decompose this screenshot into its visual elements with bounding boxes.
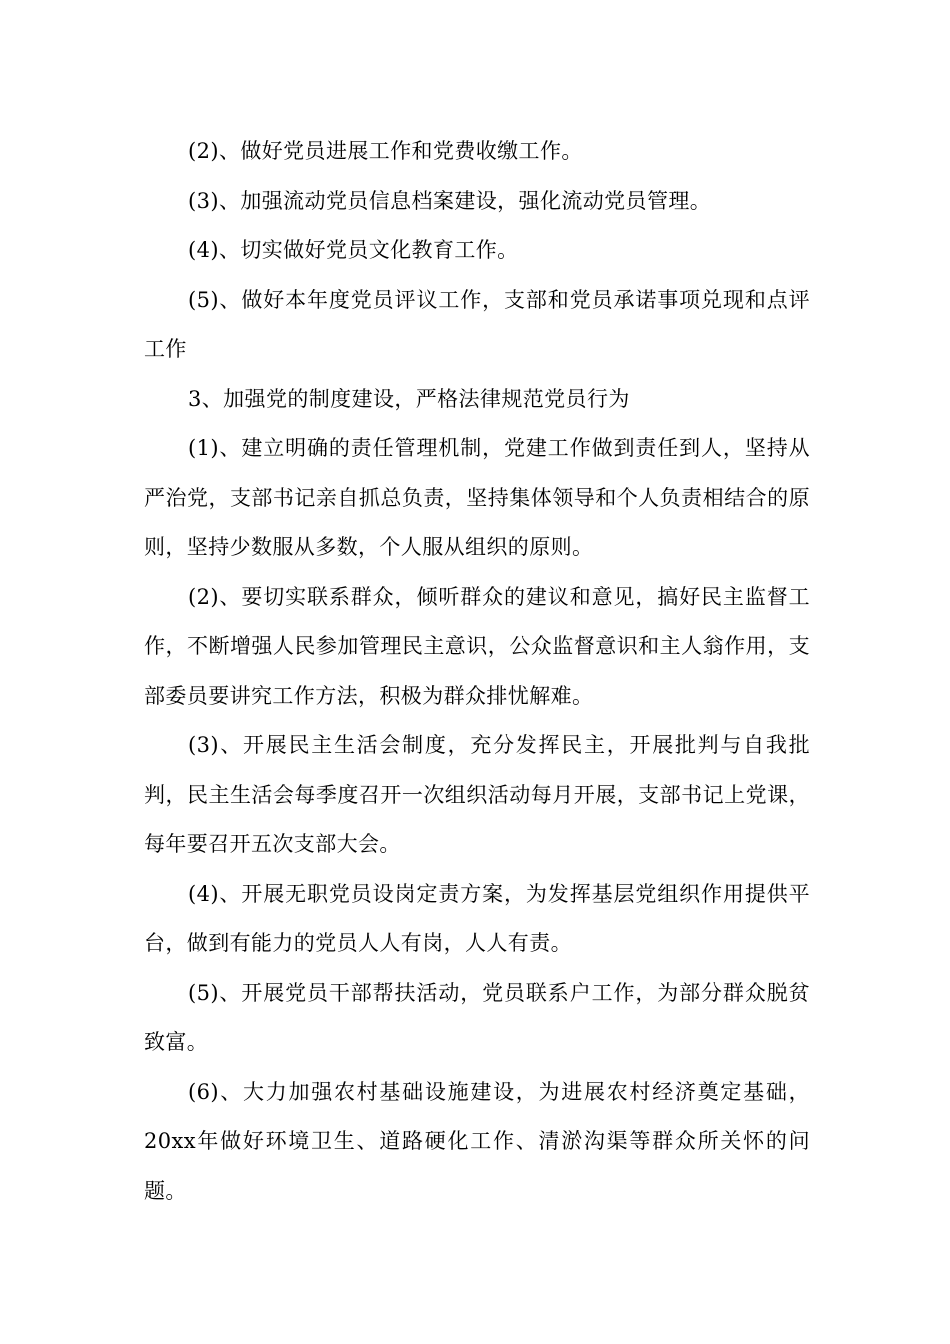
paragraph-democratic-life: (3)、开展民主生活会制度，充分发挥民主，开展批判与自我批判，民主生活会每季度召开一次组织活动每月开展，支部书记上党课，每年要召开五次支部大会。 xyxy=(144,733,810,856)
paragraph-member-education: (4)、切实做好党员文化教育工作。 xyxy=(188,238,519,262)
paragraph-infrastructure: (6)、大力加强农村基础设施建设，为进展农村经济奠定基础，20xx年做好环境卫生、道路硬化工作、清淤沟渠等群众所关怀的问题。 xyxy=(144,1079,810,1203)
paragraph-responsibility-mechanism: (1)、建立明确的责任管理机制，党建工作做到责任到人，坚持从严治党，支部书记亲自抓总负责，坚持集体领导和个人负责相结合的原则，坚持少数服从多数，个人服从组织的原则。 xyxy=(144,436,810,559)
paragraph-contact-masses: (2)、要切实联系群众，倾听群众的建议和意见，搞好民主监督工作，不断增强人民参加管理民主意识，公众监督意识和主人翁作用，支部委员要讲究工作方法，积极为群众排忧解难。 xyxy=(144,584,810,708)
paragraph-assistance-activities: (5)、开展党员干部帮扶活动，党员联系户工作，为部分群众脱贫致富。 xyxy=(144,980,810,1054)
paragraph-member-evaluation: (5)、做好本年度党员评议工作，支部和党员承诺事项兑现和点评工作 xyxy=(144,287,810,361)
document-body xyxy=(144,127,810,1216)
paragraph-mobile-member-archives: (3)、加强流动党员信息档案建设，强化流动党员管理。 xyxy=(188,188,712,213)
paragraph-post-responsibility: (4)、开展无职党员设岗定责方案，为发挥基层党组织作用提供平台，做到有能力的党员人人有岗，人人有责。 xyxy=(144,881,810,955)
section-heading-institution-building: 3、加强党的制度建设，严格法律规范党员行为 xyxy=(188,386,630,411)
paragraph-party-member-development: (2)、做好党员进展工作和党费收缴工作。 xyxy=(188,139,583,163)
